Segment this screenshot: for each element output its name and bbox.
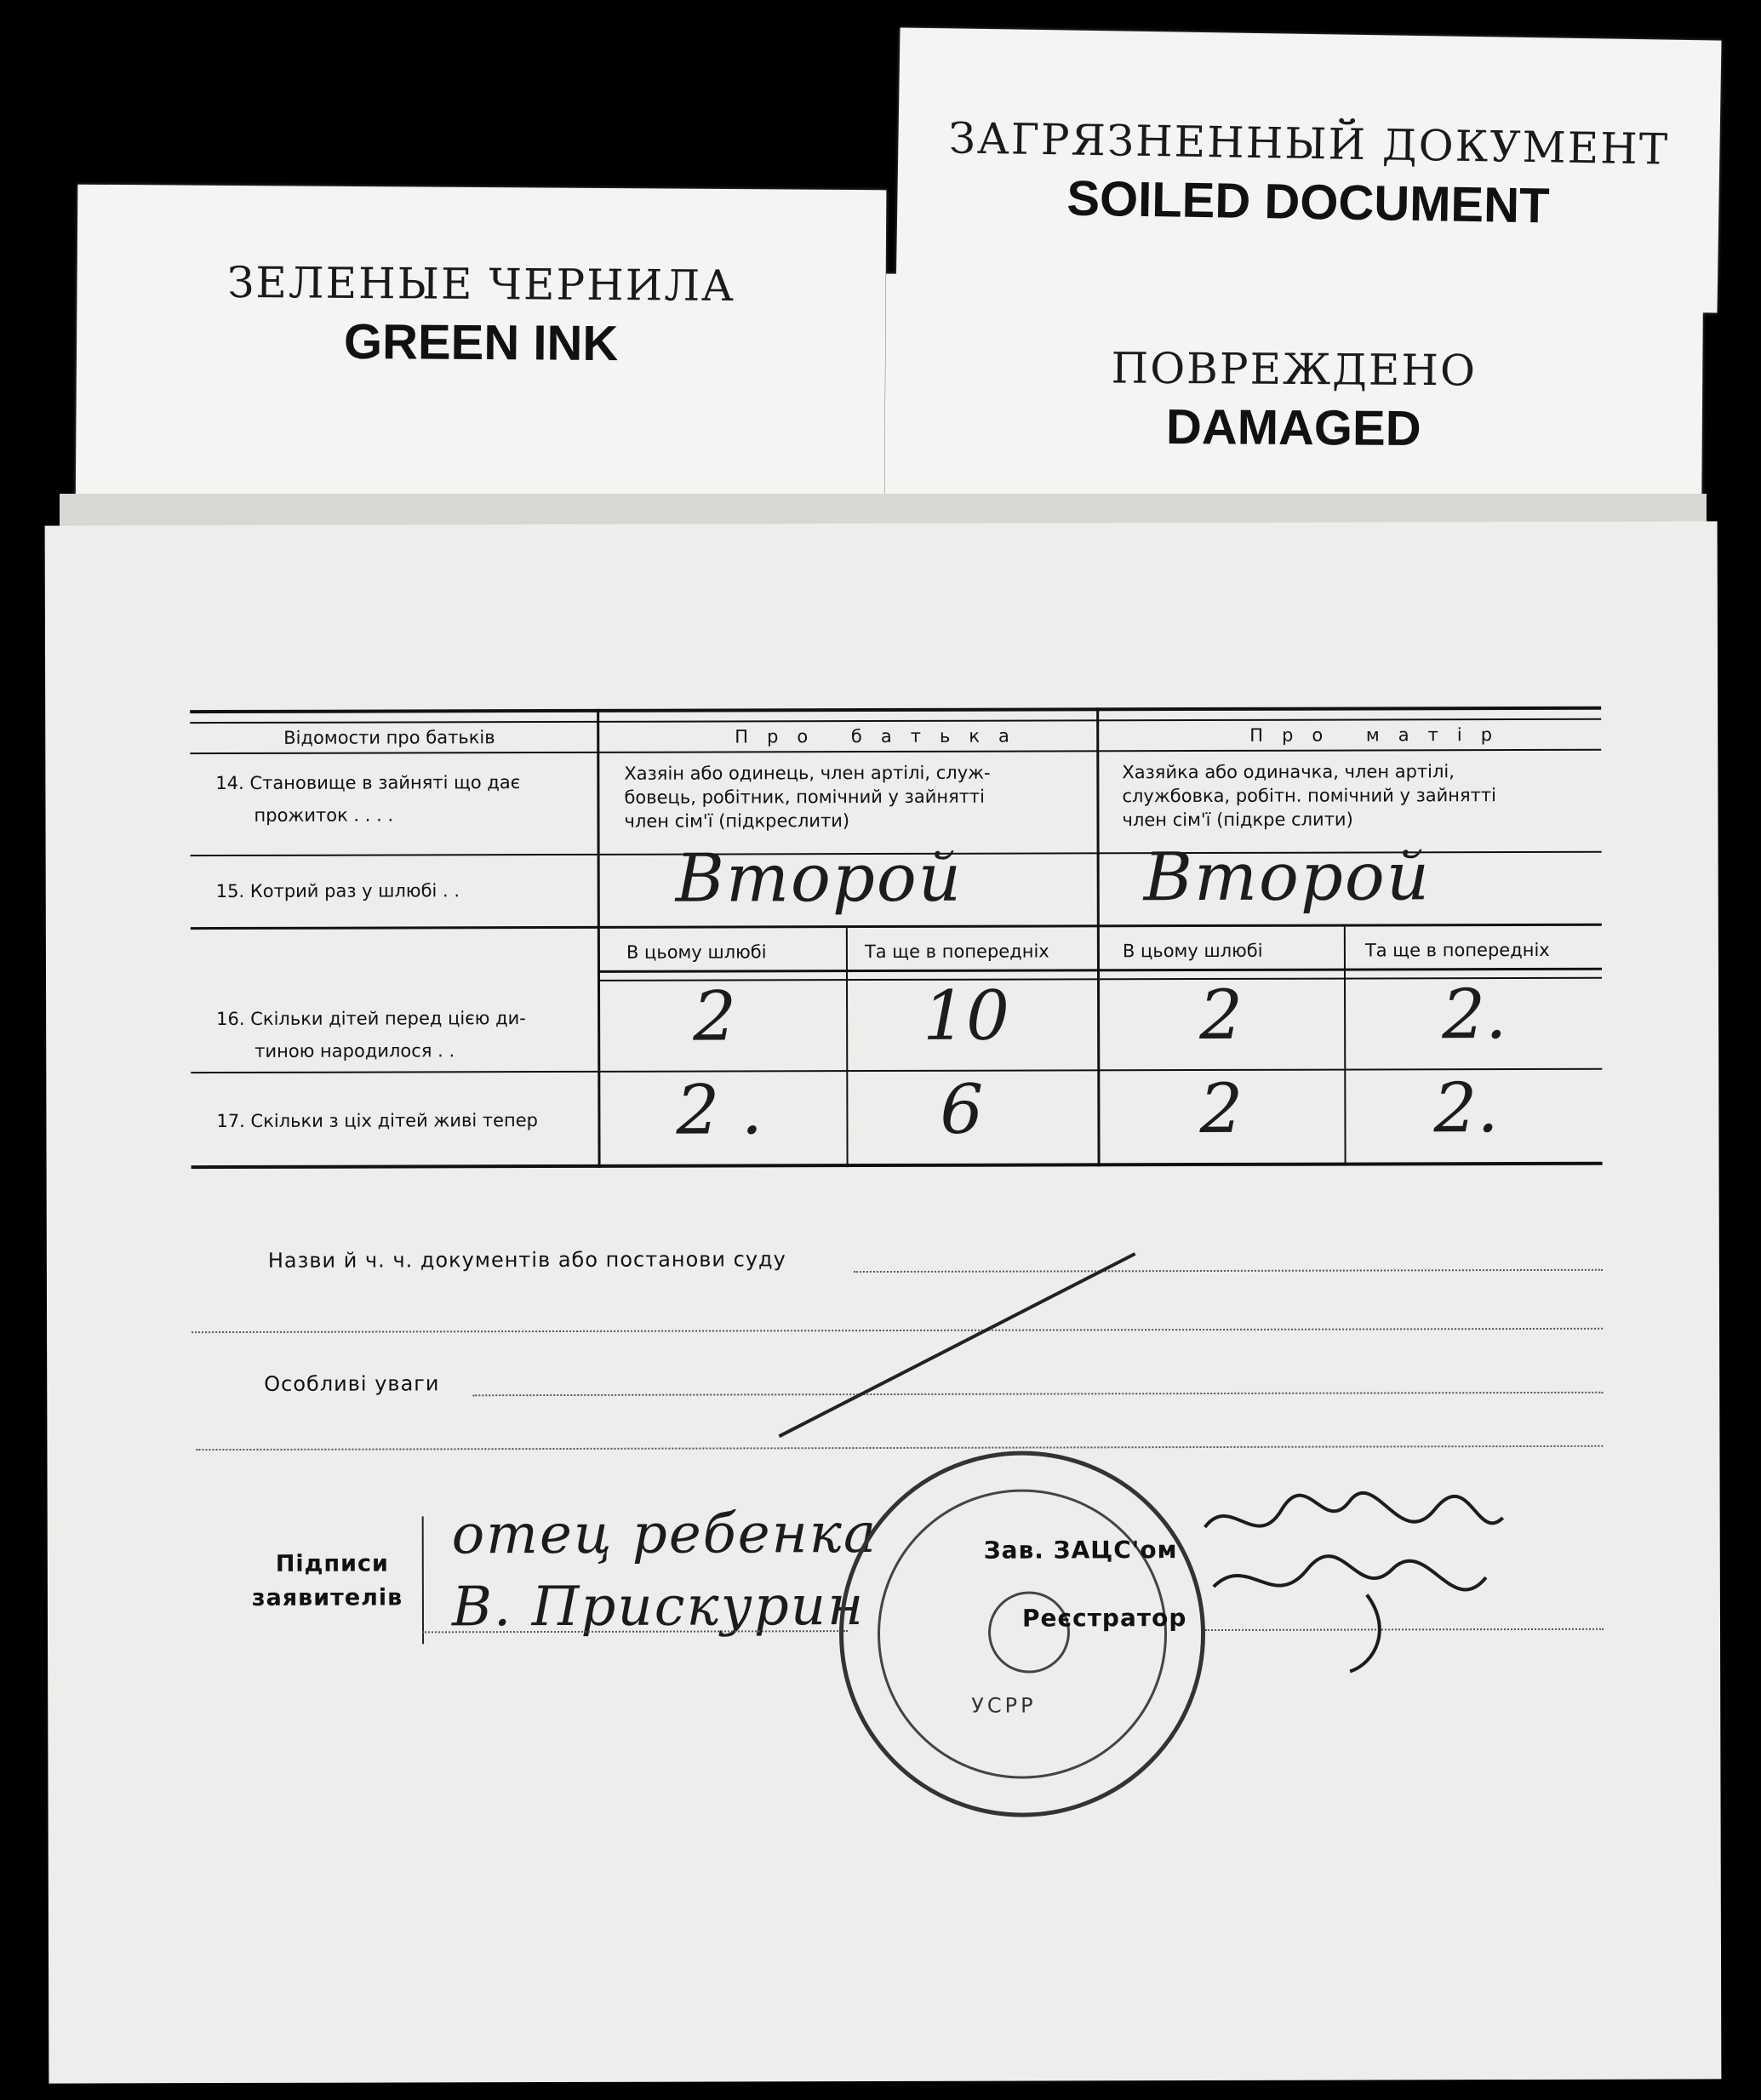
row17-value-father-this: 2 . — [676, 1070, 763, 1150]
soiled-ru: ЗАГРЯЗНЕННЫЙ ДОКУМЕНТ — [948, 113, 1670, 175]
signatures-label-2: заявителів — [251, 1584, 403, 1611]
row16-value-mother-this: 2 — [1198, 975, 1244, 1056]
subheader-father-prev: Та ще в попередніх — [864, 941, 1049, 963]
green-ink-card — [76, 185, 887, 531]
row17-value-mother-this: 2 — [1199, 1068, 1244, 1149]
row14-father-line: бовець, робітник, помічний у зайнятті — [624, 786, 986, 808]
row15-mother-handwritten: Второй — [1143, 838, 1432, 917]
parents-info-table — [190, 707, 1601, 1150]
table-rule — [190, 707, 1601, 713]
row14-mother-line: член сім'ї (підкре слити) — [1122, 809, 1353, 831]
row16-label-cont: тиною народилося . . — [254, 1040, 455, 1061]
signature-bracket — [422, 1516, 424, 1644]
row16-label: 16. Скільки дітей перед цією ди- — [216, 1008, 526, 1030]
row16-value-father-this: 2 — [692, 976, 737, 1056]
header-father: Про батька — [735, 725, 1028, 747]
row17-value-father-prev: 6 — [940, 1069, 984, 1149]
green-ink-ru: ЗЕЛЕНЫЕ ЧЕРНИЛА — [227, 257, 736, 312]
header-mother: Про матір — [1249, 724, 1512, 746]
table-vline — [1344, 927, 1346, 1166]
table-rule — [191, 1068, 1602, 1073]
row14-father-line: член сім'ї (підкреслити) — [624, 810, 850, 832]
table-rule — [599, 968, 1602, 973]
row15-label: 15. Котрий раз у шлюбі . . — [215, 880, 460, 902]
official-stamp: УСРР — [838, 1451, 1205, 1817]
table-vline — [1096, 707, 1100, 1166]
applicant-signature: отец ребенка — [451, 1502, 878, 1567]
row17-label: 17. Скільки з ціх дітей живі тепер — [216, 1110, 539, 1132]
documents-label: Назви й ч. ч. документів або постанови суду — [267, 1247, 786, 1273]
row15-father-handwritten: Второй — [675, 839, 963, 918]
registrar-label: Реєстратор — [1021, 1604, 1187, 1633]
document-page — [45, 521, 1722, 2083]
subheader-mother-prev: Та ще в попередніх — [1364, 939, 1550, 961]
head-label: Зав. ЗАЦС'ом — [983, 1536, 1178, 1565]
header-parents: Відомости про батьків — [283, 727, 495, 748]
row14-label: 14. Становище в зайняті що дає — [215, 772, 521, 794]
row16-value-father-prev: 10 — [922, 976, 1010, 1056]
row16-value-mother-prev: 2. — [1441, 975, 1507, 1055]
official-signature — [1197, 1475, 1555, 1680]
remarks-label: Особливі уваги — [264, 1371, 440, 1396]
signatures-label: Підписи — [275, 1550, 389, 1577]
table-vline — [597, 709, 600, 1168]
table-rule — [192, 1162, 1603, 1169]
documents-dotted-line-2 — [192, 1328, 1603, 1333]
row14-label-cont: прожиток . . . . — [254, 804, 394, 826]
green-ink-en: GREEN INK — [343, 313, 619, 372]
table-vline — [846, 928, 849, 1167]
remarks-dotted-line — [472, 1392, 1603, 1396]
row14-father-line: Хазяін або одинець, член артілі, служ- — [624, 762, 991, 784]
damaged-en: DAMAGED — [1165, 398, 1421, 457]
soiled-document-card — [896, 27, 1722, 312]
soiled-en: SOILED DOCUMENT — [1066, 170, 1550, 234]
damaged-ru: ПОВРЕЖДЕНО — [1111, 343, 1478, 396]
documents-dotted-line — [854, 1269, 1603, 1273]
row14-mother-line: Хазяйка або одиначка, член артілі, — [1122, 761, 1455, 783]
table-rule — [191, 924, 1602, 930]
applicant-signature-2: В. Прискурин — [451, 1575, 866, 1639]
row17-value-mother-prev: 2. — [1433, 1068, 1499, 1148]
remarks-dotted-line-2 — [196, 1445, 1603, 1451]
subheader-mother-this: В цьому шлюбі — [1122, 940, 1263, 962]
cancel-slash — [778, 1252, 1135, 1438]
subheader-father-this: В цьому шлюбі — [626, 941, 767, 963]
row14-mother-line: службовка, робітн. помічний у зайнятті — [1122, 785, 1496, 807]
